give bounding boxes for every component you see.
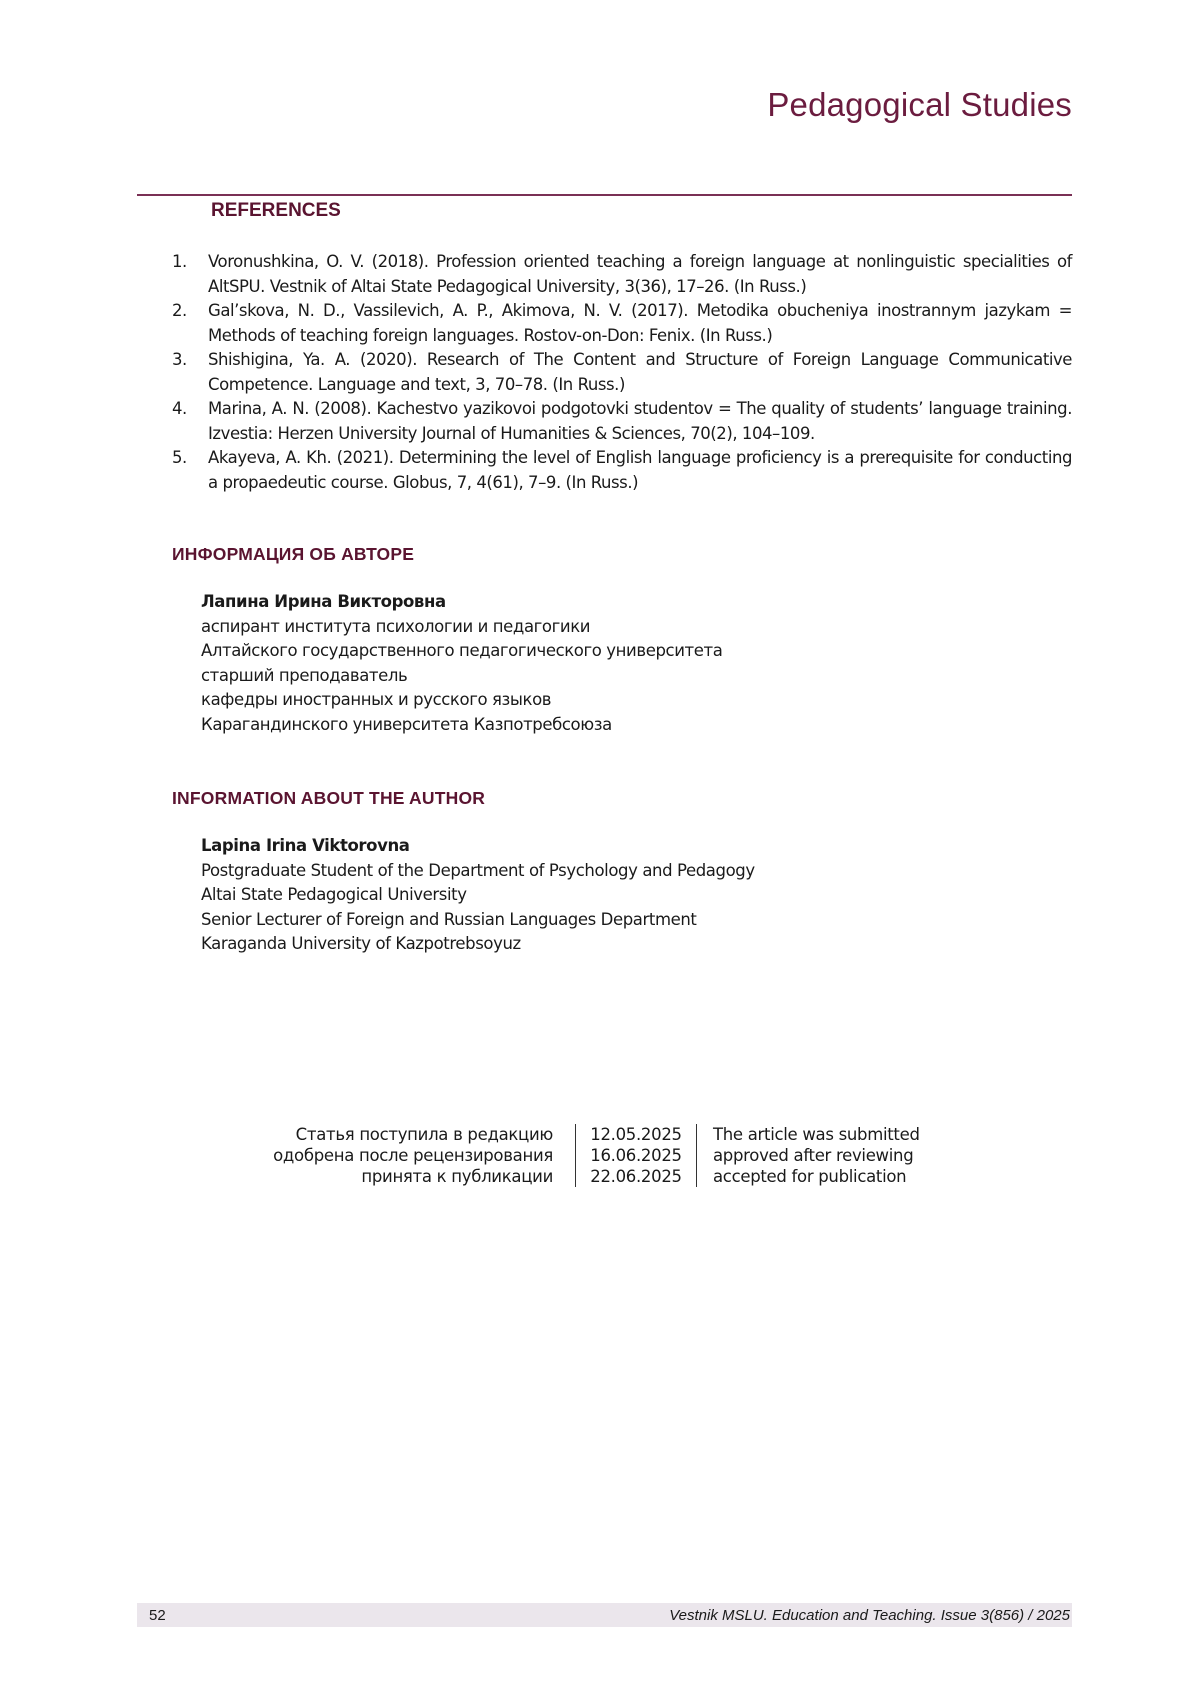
author-line-ru: аспирант института психологии и педагогики bbox=[201, 616, 591, 636]
date-label-ru: Статья поступила в редакцию bbox=[295, 1125, 553, 1144]
reference-item bbox=[172, 348, 1072, 397]
references-heading: REFERENCES bbox=[211, 200, 341, 221]
date-label-en: The article was submitted bbox=[713, 1125, 920, 1144]
author-info-ru bbox=[201, 590, 722, 737]
page-number: 52 bbox=[149, 1606, 166, 1624]
page-footer bbox=[137, 1603, 1072, 1627]
author-line-ru: кафедры иностранных и русского языков bbox=[201, 690, 552, 709]
date-label-ru: принята к публикации bbox=[361, 1167, 553, 1186]
reference-item bbox=[172, 250, 1072, 299]
reference-number: 2. bbox=[172, 301, 187, 320]
reference-item bbox=[172, 397, 1072, 446]
references-list bbox=[172, 250, 1072, 495]
reference-text: Akayeva, A. Kh. (2021). Determining the level of English language proficiency is a prerequisite for conducting a propaedeutic course. Globus, 7, 4(61), 7–9. (In Russ.) bbox=[208, 448, 1072, 492]
section-title: Pedagogical Studies bbox=[767, 86, 1072, 123]
date-label-en: accepted for publication bbox=[713, 1167, 907, 1186]
dates-labels-ru bbox=[270, 1124, 576, 1187]
author-name-en: Lapina Irina Viktorovna bbox=[201, 836, 410, 855]
reference-item bbox=[172, 299, 1072, 348]
author-line-en: Karaganda University of Kazpotrebsoyuz bbox=[201, 934, 521, 953]
author-line-ru: Карагандинского университета Казпотребсоюза bbox=[201, 714, 612, 734]
date-label-ru: одобрена после рецензирования bbox=[273, 1146, 553, 1165]
date-label-en: approved after reviewing bbox=[713, 1146, 914, 1165]
author-info-en bbox=[201, 834, 755, 957]
reference-number: 3. bbox=[172, 350, 187, 369]
author-info-heading-en: INFORMATION ABOUT THE AUTHOR bbox=[172, 788, 486, 808]
dates-labels-en bbox=[697, 1124, 920, 1187]
reference-text: Marina, A. N. (2008). Kachestvo yazikovoi podgotovki studentov = The quality of students’ language training. Izvestia: Herzen University Journal of Humanities & Sciences, 70(2), 104–109. bbox=[208, 399, 1072, 443]
dates-values bbox=[576, 1124, 697, 1187]
author-line-ru: Алтайского государственного педагогического университета bbox=[201, 641, 723, 660]
date-value: 22.06.2025 bbox=[590, 1167, 682, 1186]
reference-number: 5. bbox=[172, 448, 187, 467]
reference-text: Gal’skova, N. D., Vassilevich, A. P., Akimova, N. V. (2017). Metodika obucheniya inostrannym jazykam = Methods of teaching foreign languages. Rostov-on-Don: Fenix. (In Russ.) bbox=[208, 301, 1072, 345]
author-line-en: Altai State Pedagogical University bbox=[201, 885, 467, 904]
reference-text: Shishigina, Ya. A. (2020). Research of The Content and Structure of Foreign Language Communicative Competence. Language and text, 3, 70–78. (In Russ.) bbox=[208, 350, 1072, 394]
journal-title: Vestnik MSLU. Education and Teaching. Issue 3(856) / 2025 bbox=[669, 1606, 1070, 1624]
reference-number: 4. bbox=[172, 399, 187, 418]
header-rule bbox=[137, 194, 1072, 196]
author-line-en: Senior Lecturer of Foreign and Russian Languages Department bbox=[201, 909, 697, 929]
author-line-en: Postgraduate Student of the Department of Psychology and Pedagogy bbox=[201, 860, 755, 880]
reference-text: Voronushkina, O. V. (2018). Profession oriented teaching a foreign language at nonlinguistic specialities of AltSPU. Vestnik of Altai State Pedagogical University, 3(36), 17–26. (In Russ.) bbox=[208, 252, 1072, 296]
date-value: 16.06.2025 bbox=[590, 1146, 682, 1165]
article-dates bbox=[270, 1124, 920, 1187]
reference-number: 1. bbox=[172, 252, 187, 271]
date-value: 12.05.2025 bbox=[590, 1125, 682, 1144]
author-info-heading-ru: ИНФОРМАЦИЯ ОБ АВТОРЕ bbox=[172, 544, 415, 564]
author-line-ru: старший преподаватель bbox=[201, 665, 408, 685]
author-name-ru: Лапина Ирина Викторовна bbox=[201, 592, 446, 611]
reference-item bbox=[172, 446, 1072, 495]
